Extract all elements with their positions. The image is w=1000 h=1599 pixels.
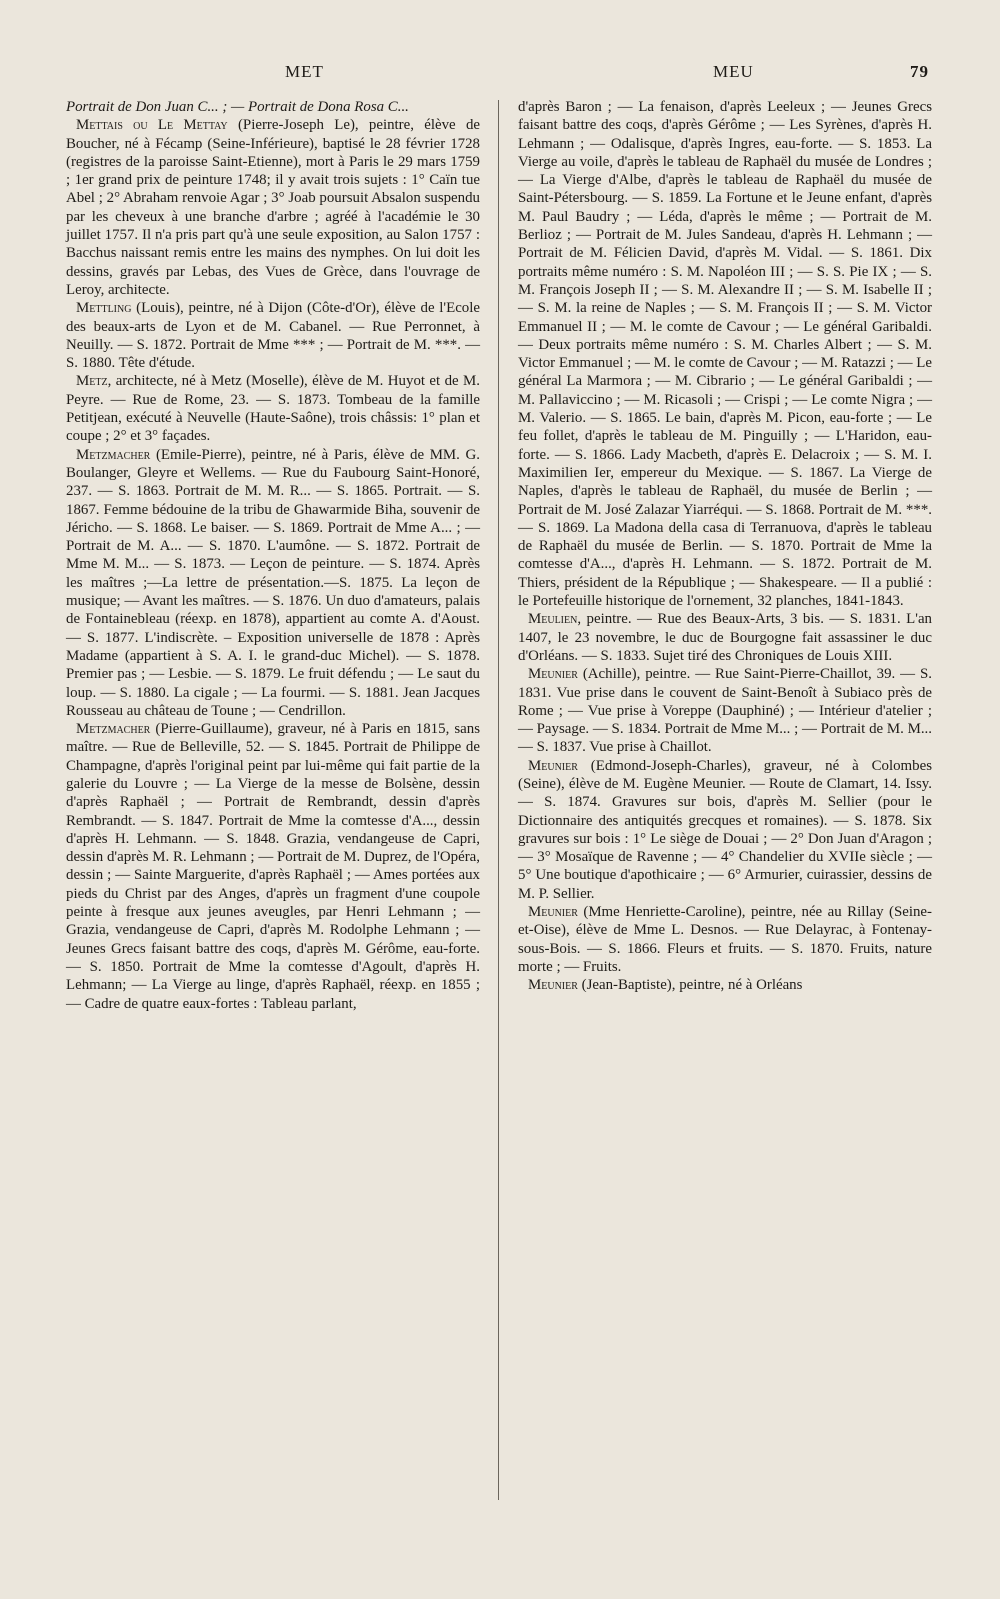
entry-text: (Pierre-Joseph Le), peintre, élève de Boucher, né à Fécamp (Seine-Inférieure), baptisé le 28 février 1728 (registres de la paroisse Saint-Etienne), mort à Paris le 29 mars 1759 ; 1er grand prix de peinture 1748; il y avait trois sujets : 1° Caïn tue Abel ; 2° Abraham renvoie Agar ; 3° Joab poursuit Absalon suspendu par les cheveux à une branche d'arbre ; agréé à l'académie le 30 juillet 1757. Il n'a pris part qu'à une seule exposition, au Salon 1757 : Bacchus naissant remis entre les mains des nymphes. On lui doit les dessins, gravés par Lebas, des Vues de Grèce, dans l'ouvrage de Leroy, architecte. (66, 117, 480, 298)
running-head (0, 62, 1000, 92)
entry-name: Meunier (528, 666, 578, 683)
entry-meunier-henriette (518, 903, 932, 976)
entry-text: (Pierre-Guillaume), graveur, né à Paris en 1815, sans maître. — Rue de Belleville, 52. — S. 1845. Portrait de Philippe de Champagne, d'après l'original peint par lui-même qui fait partie de la galerie du Louvre ; — La Vierge de la messe de Bolsène, dessin d'après Raphaël ; — Portrait de Rembrandt, dessin d'après Rembrandt. — S. 1847. Portrait de Mme la comtesse d'A..., dessin d'après H. Lehmann. — S. 1848. Grazia, vendangeuse de Capri, dessin d'après M. R. Lehmann ; — Portrait de M. Duprez, de l'Opéra, dessin ; — Sainte Marguerite, d'après Raphaël ; — Ames portées aux pieds du Christ par des Anges, d'après un fragment d'une coupole peinte à fresque aux jeunes aveugles, par Henri Lehmann ; — Grazia, vendangeuse de Capri, d'après M. Rodolphe Lehmann ; — Jeunes Grecs faisant battre des coqs, d'après M. Gérôme, eau-forte. — S. 1850. Portrait de Mme la comtesse d'Agoult, d'après H. Lehmann; — La Vierge au linge, d'après Raphaël, réexp. en 1855 ; — Cadre de quatre eaux-fortes : Tableau parlant, (66, 721, 480, 1012)
entry-meulien (518, 610, 932, 665)
entry-mettais (66, 116, 480, 299)
entry-name: Meunier (528, 977, 578, 994)
entry-text: , architecte, né à Metz (Moselle), élève de M. Huyot et de M. Peyre. — Rue de Rome, 23. — S. 1873. Tombeau de la famille Petitjean, exécuté à Neuvelle (Haute-Saône), trois châssis: 1° plan et coupe ; 2° et 3° façades. (66, 373, 480, 445)
entry-meunier-jean-baptiste (518, 976, 932, 994)
entry-text: (Emile-Pierre), peintre, né à Paris, élève de MM. G. Boulanger, Gleyre et Wellems. — Rue du Faubourg Saint-Honoré, 237. — S. 1863. Portrait de M. M. R... — S. 1865. Portrait. — S. 1867. Femme bédouine de la tribu de Ghawarmide Biha, souvenir de Jéricho. — S. 1868. Le baiser. — S. 1869. Portrait de Mme A... ; — Portrait de M. A... — S. 1870. L'aumône. — S. 1872. Portrait de Mme M. M... — S. 1873. — Leçon de peinture. — S. 1874. Après les maîtres ;—La lettre de présentation.—S. 1875. La leçon de musique; — Avant les maîtres. — S. 1876. Un duo d'amateurs, palais de Fontainebleau (réexp. en 1878), appartient au comte A. d'Aoust. — S. 1877. L'indiscrète. – Exposition universelle de 1878 : Après Madame (appartient à S. A. I. le grand-duc Michel). — S. 1878. Premier pas ; — Lesbie. — S. 1879. Le fruit défendu ; — Le saut du loup. — S. 1880. La cigale ; — La fourmi. — S. 1881. Jean Jacques Rousseau au château de Toune ; — Cendrillon. (66, 446, 480, 719)
column-divider (498, 100, 499, 1500)
entry-continuation (518, 98, 932, 610)
entry-metzmacher-emile (66, 446, 480, 720)
entry-name: Metz (76, 373, 108, 390)
entry-name: Metzmacher (76, 721, 151, 738)
entry-name: Mettling (76, 300, 132, 317)
entry-name: Meunier (528, 757, 578, 774)
entry-text: (Edmond-Joseph-Charles), graveur, né à Colombes (Seine), élève de M. Eugène Meunier. — Route de Clamart, 14. Issy. — S. 1874. Gravures sur bois, d'après M. Sellier (pour le Dictionnaire des antiquités grecques et romaines). — S. 1878. Six gravures sur bois : 1° Le siège de Douai ; — 2° Don Juan d'Aragon ; — 3° Mosaïque de Ravenne ; — 4° Chandelier du XVIIe siècle ; — 5° Une boutique d'apothicaire ; — 6° Armurier, cuirassier, dessins de M. P. Sellier. (518, 757, 932, 902)
entry-continuation (66, 98, 480, 116)
entry-name: Metzmacher (76, 446, 151, 463)
left-column (66, 98, 480, 1013)
entry-text: (Mme Henriette-Caroline), peintre, née au Rillay (Seine-et-Oise), élève de Mme L. Desnos. — Rue Delayrac, à Fontenay-sous-Bois. — S. 1866. Fleurs et fruits. — S. 1870. Fruits, nature morte ; — Fruits. (518, 904, 932, 975)
entry-text: , peintre. — Rue des Beaux-Arts, 3 bis. — S. 1831. L'an 1407, le 23 novembre, le duc de Bourgogne fait assassiner le duc d'Orléans. — S. 1833. Sujet tiré des Chroniques de Louis XIII. (518, 611, 932, 664)
entry-name: Mettais ou Le Mettay (76, 117, 228, 134)
entry-name: Meulien (528, 611, 578, 628)
entry-text: (Louis), peintre, né à Dijon (Côte-d'Or), élève de l'Ecole des beaux-arts de Lyon et de M. Cabanel. — Rue Perronnet, à Neuilly. — S. 1872. Portrait de Mme *** ; — Portrait de M. ***. — S. 1880. Tête d'étude. (66, 300, 480, 372)
page-number: 79 (910, 62, 929, 81)
entry-text: (Jean-Baptiste), peintre, né à Orléans (577, 977, 803, 994)
entry-metz (66, 372, 480, 445)
entry-name: Meunier (528, 904, 578, 921)
right-column (518, 98, 932, 995)
entry-metzmacher-pierre (66, 720, 480, 1013)
entry-meunier-achille (518, 665, 932, 756)
entry-italic-text: Portrait de Don Juan C... ; — Portrait de Dona Rosa C... (66, 99, 409, 115)
entry-text: d'après Baron ; — La fenaison, d'après Leeleux ; — Jeunes Grecs faisant battre des coqs, d'après Gérôme ; — Les Syrènes, d'après H. Lehmann ; — Odalisque, d'après Ingres, eau-forte. — S. 1853. La Vierge au voile, d'après le tableau de Raphaël du musée de Londres ; — La Vierge d'Albe, d'après le tableau de Raphaël du musée de Saint-Pétersbourg. — S. 1859. La Fortune et le Jeune enfant, d'après M. Paul Baudry ; — Léda, d'après le même ; — Portrait de M. Berlioz ; — Portrait de M. Jules Sandeau, d'après H. Lehmann ; — Portrait de M. Félicien David, d'après M. Vidal. — S. 1861. Dix portraits même numéro : S. M. Napoléon III ; — S. S. Pie IX ; — S. M. François Joseph II ; — S. M. Alexandre II ; — S. M. Isabelle II ; — S. M. la reine de Naples ; — S. M. François II ; — S. M. Victor Emmanuel II ; — M. le comte de Cavour ; — Le général Garibaldi. — Deux portraits même numéro : S. M. Charles Albert ; — S. M. Victor Emmanuel ; — M. le comte de Cavour ; — M. Ratazzi ; — Le général La Marmora ; — M. Cibrario ; — Le général Garibaldi ; — M. Pallaviccino ; — M. Ricasoli ; — Crispi ; — Le comte Nigra ; — M. Valerio. — S. 1865. Le bain, d'après M. Picon, eau-forte ; — Le feu follet, d'après le tableau de M. Pinguilly ; — L'Haridon, eau-forte. — S. 1866. Lady Macbeth, d'après E. Delacroix ; — S. M. I. Maximilien Ier, empereur du Mexique. — S. 1867. La Vierge de Naples, d'après le tableau de Raphaël, du musée de Berlin ; — Portrait de M. José Zalazar Yiarréqui. — S. 1868. Portrait de M. ***. — S. 1869. La Madona della casa di Terranuova, d'après le tableau de Raphaël du musée de Berlin. — S. 1870. Portrait de Mme la comtesse d'A..., d'après H. Lehmann. — S. 1872. Portrait de M. Thiers, président de la République ; — Shakespeare. — Il a publié : le Portefeuille historique de l'ornement, 32 planches, 1841-1843. (518, 99, 932, 610)
entry-text: (Achille), peintre. — Rue Saint-Pierre-Chaillot, 39. — S. 1831. Vue prise dans le couvent de Saint-Benoît à Subiaco près de Rome ; — Vue prise à Voreppe (Dauphiné) ; — Intérieur d'atelier ; — Paysage. — S. 1834. Portrait de Mme M... ; — Portrait de M. M... — S. 1837. Vue prise à Chaillot. (518, 666, 932, 756)
header-left-keyword: MET (285, 62, 324, 81)
header-right-keyword: MEU (713, 62, 754, 81)
entry-meunier-edmond (518, 757, 932, 903)
entry-mettling (66, 299, 480, 372)
